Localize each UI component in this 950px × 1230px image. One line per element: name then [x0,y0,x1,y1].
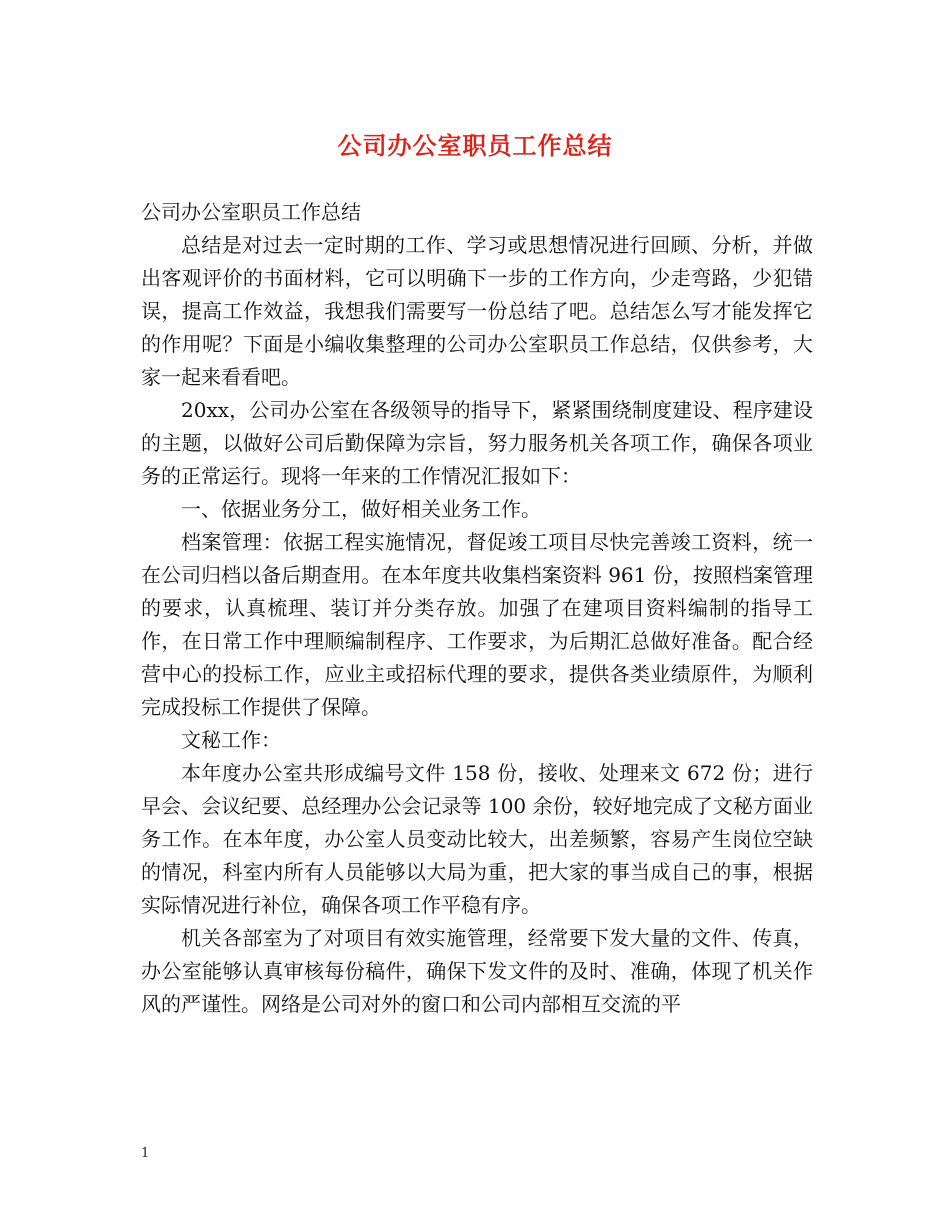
paragraph-documents: 机关各部室为了对项目有效实施管理，经常要下发大量的文件、传真，办公室能够认真审核每份稿件，确保下发文件的及时、准确，体现了机关作风的严谨性。网络是公司对外的窗口和公司内部相互交流的平 [141,926,813,1016]
paragraph-archives: 档案管理：依据工程实施情况，督促竣工项目尽快完善竣工资料，统一在公司归档以备后期查用。在本年度共收集档案资料 961 份，按照档案管理的要求，认真梳理、装订并分类存放。加强了在建项目资料编制的指导工作，在日常工作中理顺编制程序、工作要求，为后期汇总做好准备。配合经营中心的投标工作，应业主或招标代理的要求，提供各类业绩原件，为顺利完成投标工作提供了保障。 [141,530,813,719]
section-heading-1: 一、依据业务分工，做好相关业务工作。 [181,497,541,521]
document-title: 公司办公室职员工作总结 [337,131,613,160]
subheading-secretarial: 文秘工作： [181,728,281,752]
paragraph-overview: 20xx，公司办公室在各级领导的指导下，紧紧围绕制度建设、程序建设的主题，以做好公司后勤保障为宗旨，努力服务机关各项工作，确保各项业务的正常运行。现将一年来的工作情况汇报如下： [141,398,813,488]
paragraph-intro: 总结是对过去一定时期的工作、学习或思想情况进行回顾、分析，并做出客观评价的书面材料，它可以明确下一步的工作方向，少走弯路，少犯错误，提高工作效益，我想我们需要写一份总结了吧。总结怎么写才能发挥它的作用呢？下面是小编收集整理的公司办公室职员工作总结，仅供参考，大家一起来看看吧。 [141,233,813,389]
page-number: 1 [141,1146,150,1161]
paragraph-secretarial: 本年度办公室共形成编号文件 158 份，接收、处理来文 672 份；进行早会、会议纪要、总经理办公会记录等 100 余份，较好地完成了文秘方面业务工作。在本年度，办公室人员变动比较大，出差频繁，容易产生岗位空缺的情况，科室内所有人员能够以大局为重，把大家的事当成自己的事，根据实际情况进行补位，确保各项工作平稳有序。 [141,761,813,917]
document-body [141,196,813,1021]
paragraph-heading: 公司办公室职员工作总结 [141,200,361,224]
